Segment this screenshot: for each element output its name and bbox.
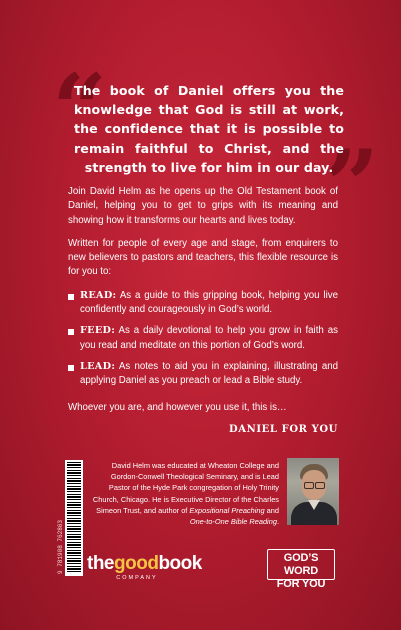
bullet-square-icon	[68, 329, 74, 335]
bio-book-title: Expositional Preaching	[189, 505, 265, 515]
closing-line: Whoever you are, and however you use it, this is…	[68, 401, 287, 413]
use-text: As a guide to this gripping book, helping you live confidently and courageously in God’s world.	[80, 289, 338, 316]
pull-quote: The book of Daniel offers you the knowledge that God is still at work, the confidence that it is possible to remain faithful to Christ, and the strength to live for him in our day.	[74, 83, 344, 175]
bullet-square-icon	[68, 365, 74, 371]
bio-text: David Helm was educated at Wheaton College and Gordon-Conwell Theological Seminary, and is Lead Pastor of the Hyde Park congregation of Holy Trinity Church, Chicago. He is Executive Director of the Charles Simeon Trust, and author of	[92, 461, 279, 515]
barcode-bars	[67, 462, 81, 574]
audience-paragraph: Written for people of every age and stage, from enquirers to new believers to pastors and teachers, this flexible resource is for you to:	[68, 237, 338, 278]
list-item	[68, 360, 338, 389]
use-term: READ:	[80, 289, 117, 301]
glasses-icon	[315, 482, 325, 489]
isbn-number: 9 781908 762863	[57, 519, 64, 574]
series-logo-line1: GOD’S WORD	[283, 552, 319, 577]
list-item	[68, 324, 338, 353]
series-logo	[267, 549, 335, 590]
blurb	[68, 185, 338, 435]
use-term: FEED:	[80, 325, 116, 337]
use-term: LEAD:	[80, 360, 116, 372]
bio-text: .	[276, 517, 279, 527]
uses-list	[68, 289, 338, 389]
publisher-subtitle: COMPANY	[116, 575, 158, 581]
use-text: As notes to aid you in explaining, illustrating and applying Daniel as you preach or lead a Bible study.	[80, 360, 338, 387]
publisher-word: the	[87, 553, 114, 574]
barcode	[65, 460, 83, 576]
bio-text: and	[264, 505, 279, 515]
open-quote-mark: “	[52, 53, 108, 166]
author-photo	[287, 458, 339, 525]
bio-book-title: One-to-One Bible Reading	[189, 517, 277, 527]
list-item	[68, 289, 338, 318]
series-logo-line2: FOR YOU	[276, 578, 326, 590]
publisher-logo	[87, 553, 202, 581]
publisher-word-highlight: good	[114, 553, 159, 574]
publisher-word: book	[158, 553, 202, 574]
close-quote-mark: ”	[324, 129, 380, 242]
author-bio	[91, 460, 279, 527]
series-title: DANIEL FOR YOU	[229, 423, 338, 435]
use-text: As a daily devotional to help you grow in faith as you read and meditate on this portion of God’s word.	[80, 325, 338, 351]
glasses-icon	[304, 482, 314, 489]
publisher-wordmark	[87, 553, 202, 575]
intro-paragraph: Join David Helm as he opens up the Old Testament book of Daniel, helping you to get to grips with its meaning and showing how it transforms our hearts and lives today.	[68, 186, 338, 226]
bullet-square-icon	[68, 294, 74, 300]
